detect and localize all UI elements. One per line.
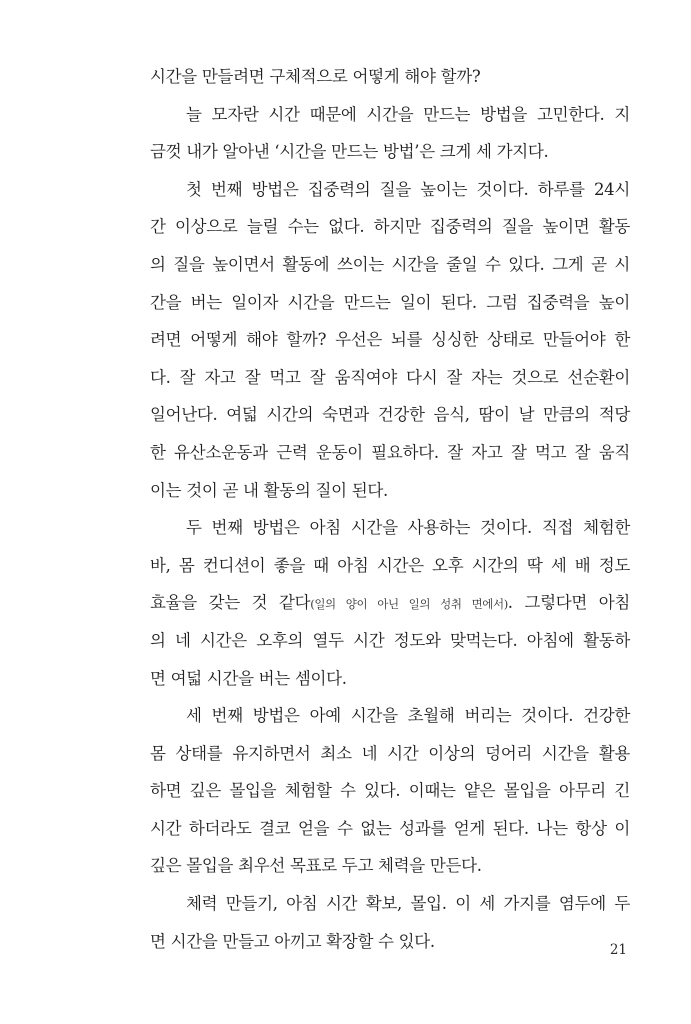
text-line: 면 시간을 만들고 아끼고 확장할 수 있다.: [150, 931, 435, 951]
text-segment: 효율을 갖는 것 같다: [150, 593, 311, 613]
text-line: 의 질을 높이면서 활동에 쓰이는 시간을 줄일 수 있다. 그게 곧 시: [150, 254, 630, 274]
text-line: 다. 잘 자고 잘 먹고 잘 움직여야 다시 잘 자는 것으로 선순환이: [150, 367, 630, 387]
text-line: 세 번째 방법은 아예 시간을 초월해 버리는 것이다. 건강한: [186, 706, 630, 726]
page-number: 21: [609, 942, 627, 958]
text-line-with-note: [150, 584, 630, 622]
text-line: 늘 모자란 시간 때문에 시간을 만드는 방법을 고민한다. 지: [186, 104, 630, 124]
text-line: 간 이상으로 늘릴 수는 없다. 하지만 집중력의 질을 높이면 활동: [150, 217, 630, 237]
text-line: 한 유산소운동과 근력 운동이 필요하다. 잘 자고 잘 먹고 잘 움직: [150, 442, 630, 462]
body-text: [150, 58, 630, 960]
text-line: 이는 것이 곧 내 활동의 질이 된다.: [150, 480, 388, 500]
text-line: 깊은 몰입을 최우선 목표로 두고 체력을 만든다.: [150, 856, 482, 876]
text-line: 바, 몸 컨디션이 좋을 때 아침 시간은 오후 시간의 딱 세 배 정도: [150, 555, 630, 575]
text-line: 금껏 내가 알아낸 ‘시간을 만드는 방법’은 크게 세 가지다.: [150, 142, 549, 162]
text-line: 체력 만들기, 아침 시간 확보, 몰입. 이 세 가지를 염두에 두: [186, 894, 630, 914]
text-segment: . 그렇다면 아침: [507, 593, 631, 613]
text-line: 하면 깊은 몰입을 체험할 수 있다. 이때는 얕은 몰입을 아무리 긴: [150, 781, 630, 801]
text-line: 시간 하더라도 결코 얻을 수 없는 성과를 얻게 된다. 나는 항상 이: [150, 818, 630, 838]
text-line: 두 번째 방법은 아침 시간을 사용하는 것이다. 직접 체험한: [186, 518, 630, 538]
text-line: 려면 어떻게 해야 할까? 우선은 뇌를 싱싱한 상태로 만들어야 한: [150, 330, 630, 350]
parenthetical-note: (일의 양이 아닌 일의 성취 면에서): [310, 597, 508, 612]
text-line: 일어난다. 여덟 시간의 숙면과 건강한 음식, 땀이 날 만큼의 적당: [150, 405, 630, 425]
text-line: 시간을 만들려면 구체적으로 어떻게 해야 할까?: [150, 67, 481, 86]
text-line: 의 네 시간은 오후의 열두 시간 정도와 맞먹는다. 아침에 활동하: [150, 630, 630, 650]
text-line: 간을 버는 일이자 시간을 만드는 일이 된다. 그럼 집중력을 높이: [150, 292, 630, 312]
text-line: 몸 상태를 유지하면서 최소 네 시간 이상의 덩어리 시간을 활용: [150, 743, 630, 763]
text-line: 첫 번째 방법은 집중력의 질을 높이는 것이다. 하루를 24시: [186, 179, 630, 199]
text-line: 면 여덟 시간을 버는 셈이다.: [150, 668, 347, 688]
